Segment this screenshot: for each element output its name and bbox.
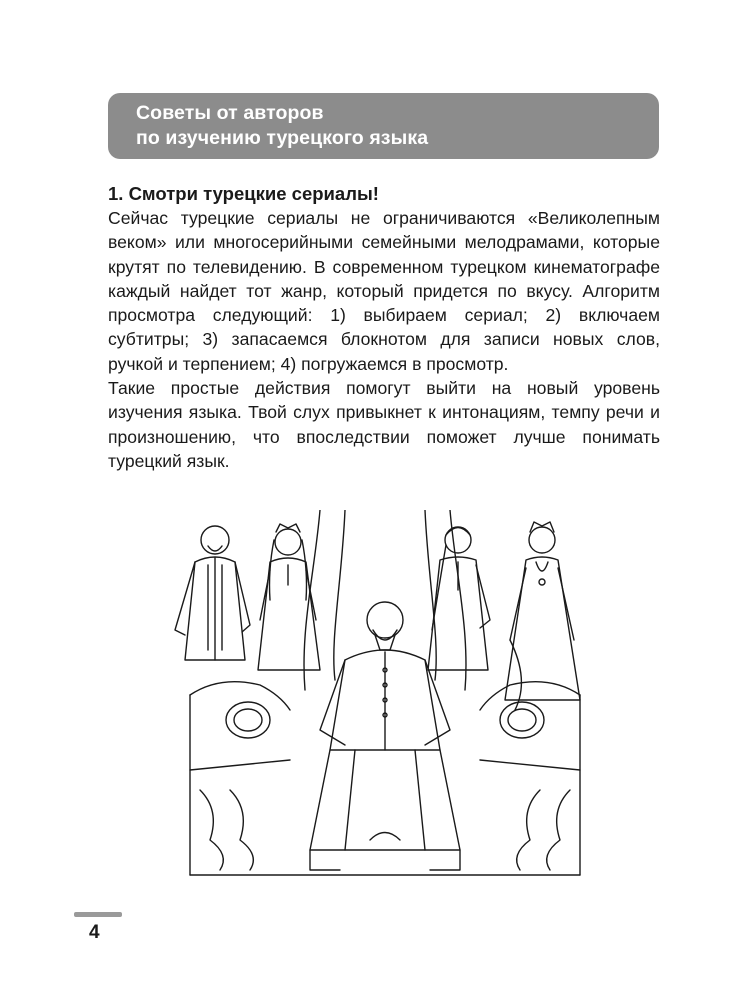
banner-title-line-2: по изучению турецкого языка	[136, 127, 429, 149]
woman-with-braid-figure	[428, 527, 490, 670]
woman-with-tiara-figure	[258, 524, 320, 670]
sultan-court-illustration	[170, 510, 600, 880]
paragraph-2: Такие простые действия помогут выйти на новый уровень изучения языка. Твой слух привыкнет к интонациям, темпу речи и произношению, что впоследствии поможет лучше понимать турецкий язык.	[108, 378, 660, 471]
standing-man-figure	[175, 526, 250, 660]
section-banner	[108, 93, 659, 159]
seated-sultan-figure	[310, 602, 460, 870]
article	[108, 182, 660, 473]
page-number: 4	[89, 922, 100, 943]
page-number-rule	[74, 912, 122, 917]
paragraph-1: Сейчас турецкие сериалы не ограничиваются «Великолепным веком» или многосерийными семейными мелодрамами, которые крутят по телевидению. В современном турецком кинематографе каждый найдет тот жанр, который придется по вкусу. Алгоритм просмотра следующий: 1) выбираем сериал; 2) включаем субтитры; 3) запасаемся блокнотом для записи новых слов, ручкой и терпением; 4) погружаемся в просмотр.	[108, 208, 660, 374]
section-heading: 1. Смотри турецкие сериалы!	[108, 183, 379, 204]
banner-title-line-1: Советы от авторов	[136, 102, 324, 124]
